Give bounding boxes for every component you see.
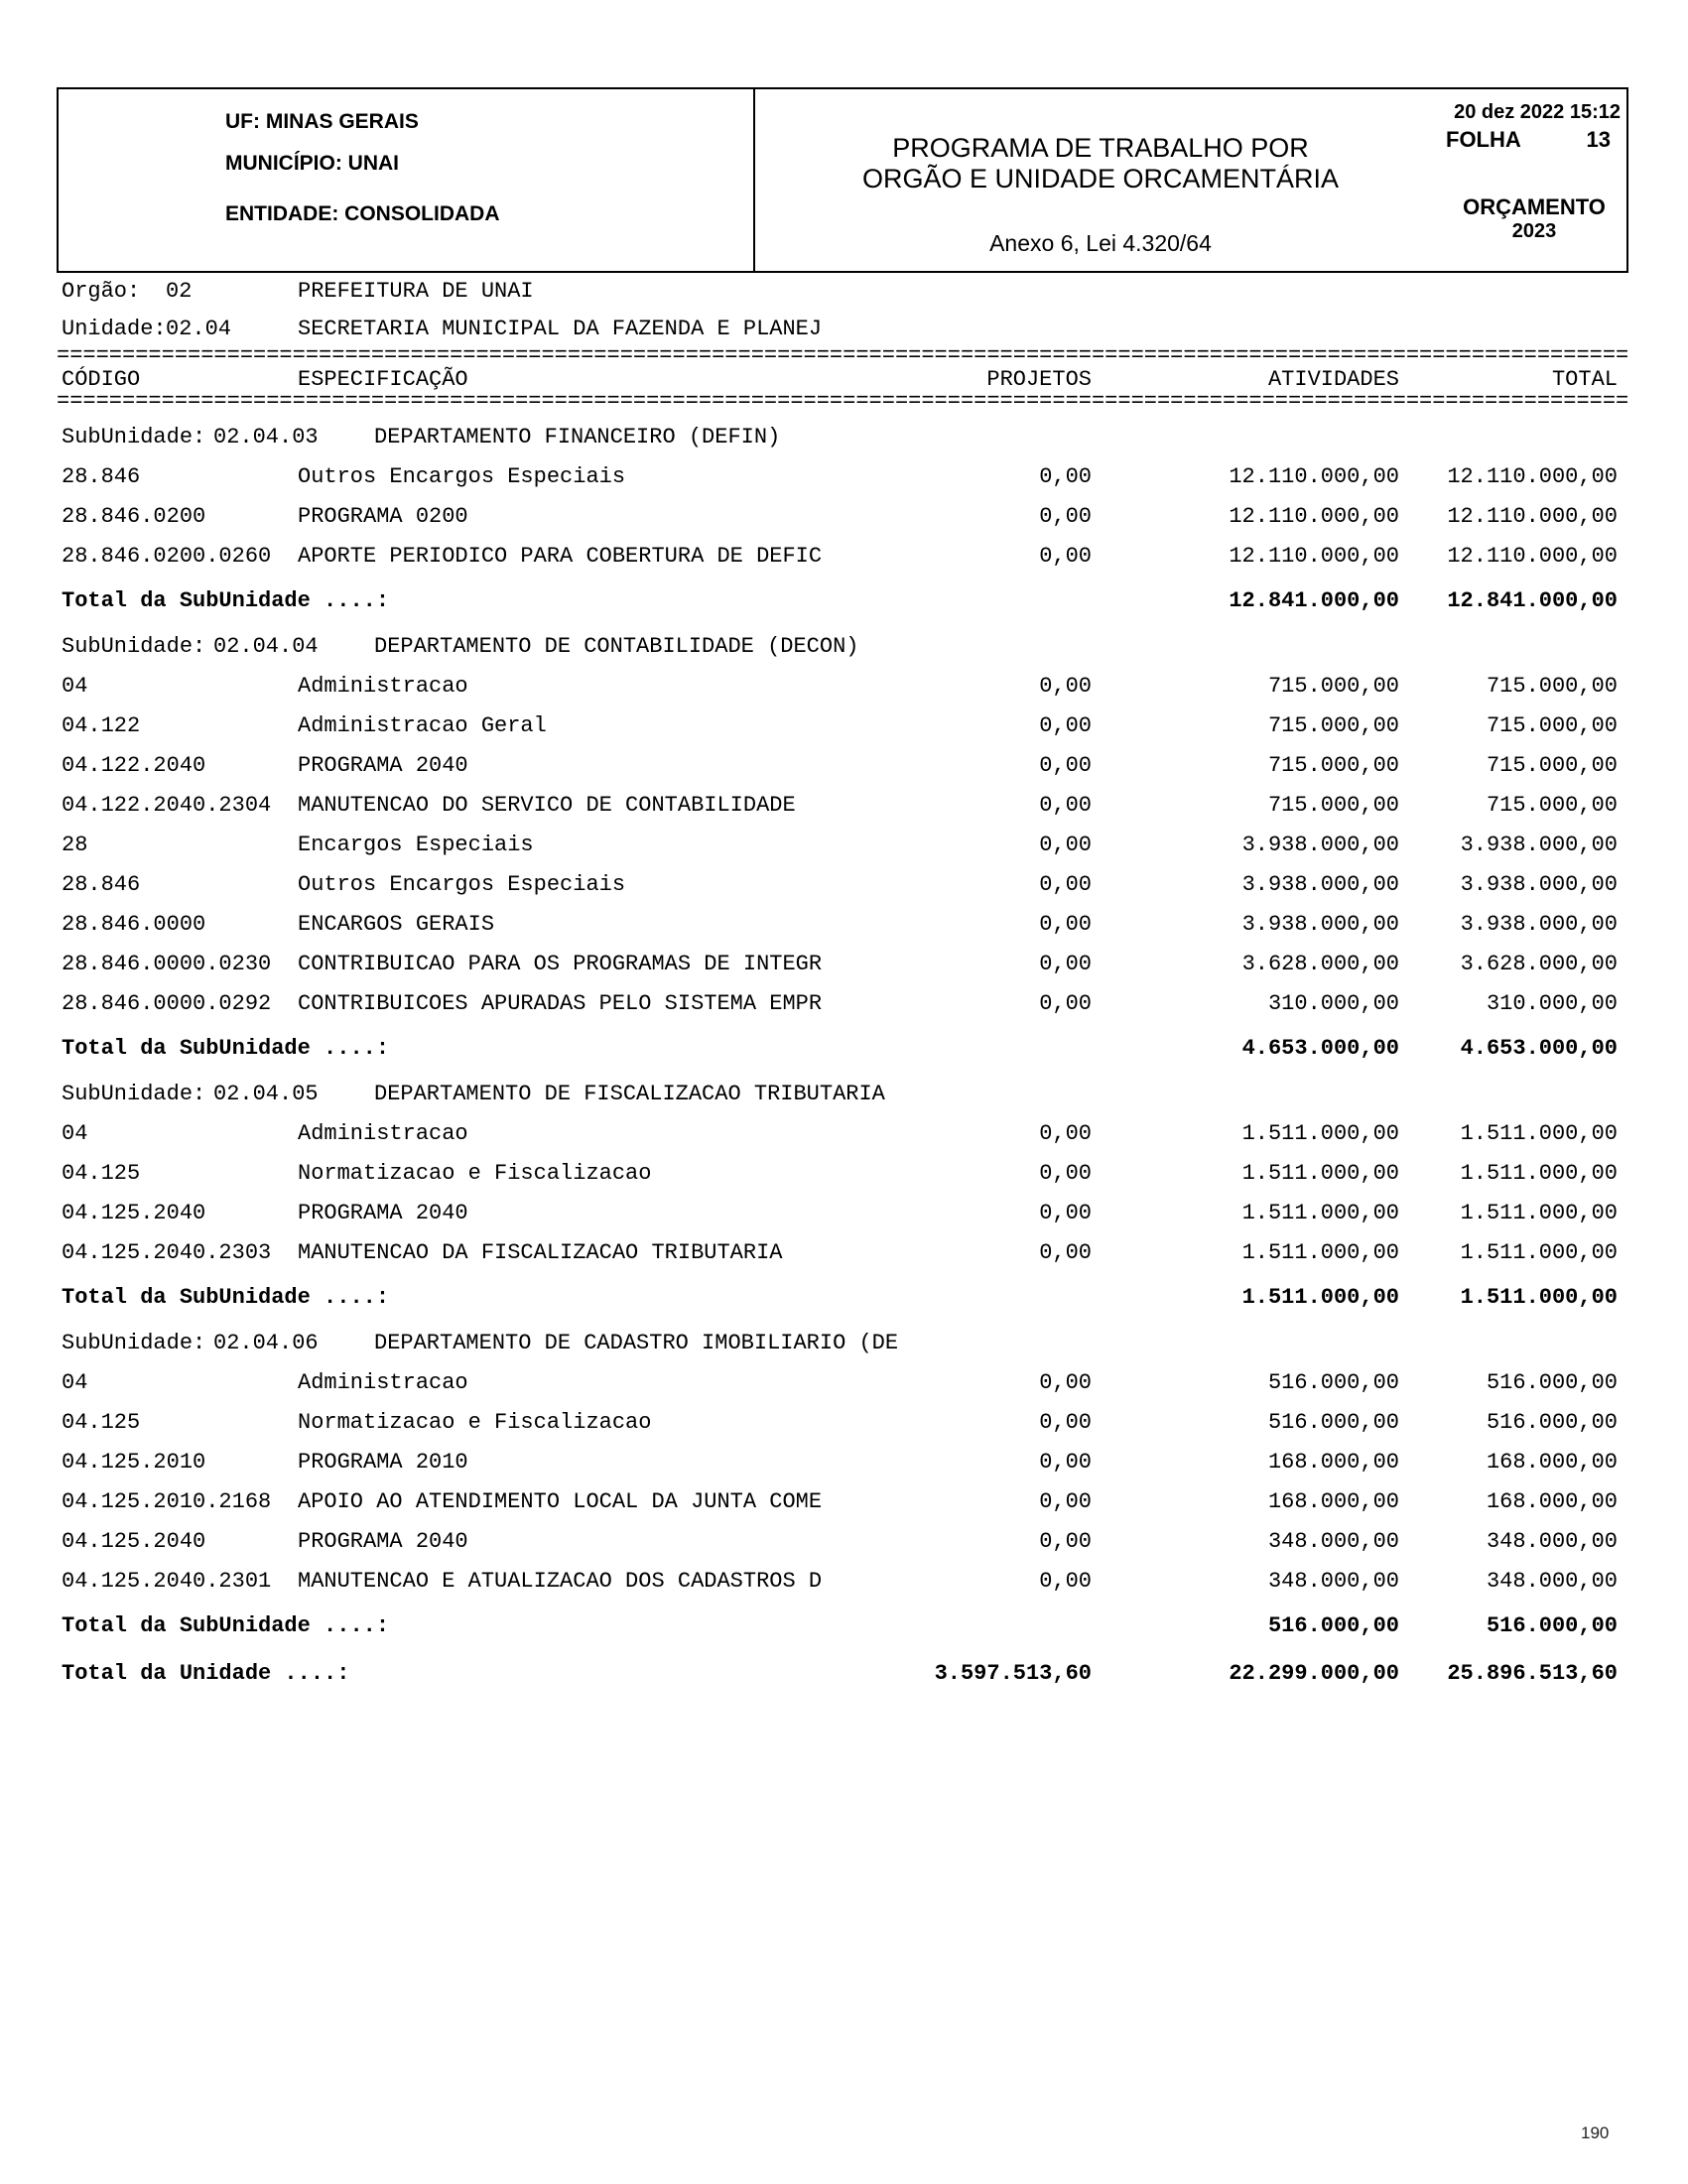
subunit-total-label: Total da SubUnidade ....: [62,1613,390,1638]
orgao-code: 02 [166,279,193,304]
row-total-value: 1.511.000,00 [1460,1121,1618,1146]
row-code: 04 [62,1370,88,1395]
orcamento-label: ORÇAMENTO [1463,194,1606,219]
row-spec: Normatizacao e Fiscalizacao [298,1410,652,1435]
page-number: 190 [1581,2123,1610,2142]
row-spec: PROGRAMA 2010 [298,1450,468,1475]
row-total-value: 1.511.000,00 [1460,1201,1618,1225]
row-atividades-value: 3.628.000,00 [1241,952,1399,976]
row-projetos-value: 0,00 [1039,713,1092,738]
row-spec: CONTRIBUICAO PARA OS PROGRAMAS DE INTEGR [298,952,823,976]
row-total-value: 1.511.000,00 [1460,1240,1618,1265]
row-atividades-value: 1.511.000,00 [1241,1201,1399,1225]
subunit-total-row [57,1278,1628,1318]
row-code: 04 [62,1121,88,1146]
folha-number: 13 [1586,127,1611,152]
row-projetos-value: 0,00 [1039,1201,1092,1225]
table-row [57,1443,1628,1482]
table-row [57,537,1628,577]
subunit-name: DEPARTAMENTO DE CONTABILIDADE (DECON) [374,634,859,659]
unit-total-total: 25.896.513,60 [1447,1661,1618,1686]
row-code: 28.846.0000 [62,912,206,937]
report-subtitle: Anexo 6, Lei 4.320/64 [989,230,1212,256]
subunit-name: DEPARTAMENTO DE FISCALIZACAO TRIBUTARIA [374,1082,885,1106]
row-atividades-value: 3.938.000,00 [1241,872,1399,897]
column-header-codigo: CÓDIGO [62,367,141,392]
folha-row [1446,127,1623,153]
row-spec: MANUTENCAO DO SERVICO DE CONTABILIDADE [298,793,796,818]
table-row [57,1482,1628,1522]
row-projetos-value: 0,00 [1039,674,1092,699]
table-row [57,497,1628,537]
column-header-total: TOTAL [1551,367,1618,392]
row-atividades-value: 516.000,00 [1267,1410,1399,1435]
subunit-header-row [57,418,1628,457]
row-total-value: 3.628.000,00 [1460,952,1618,976]
row-atividades-value: 1.511.000,00 [1241,1240,1399,1265]
row-code: 04.125 [62,1410,141,1435]
subunit-total-label: Total da SubUnidade ....: [62,588,390,613]
subunit-total-total: 4.653.000,00 [1460,1036,1618,1061]
row-code: 04.122.2040.2304 [62,793,272,818]
row-spec: Outros Encargos Especiais [298,872,626,897]
row-atividades-value: 12.110.000,00 [1229,504,1399,529]
orgao-row [57,273,1628,311]
row-projetos-value: 0,00 [1039,912,1092,937]
row-spec: Normatizacao e Fiscalizacao [298,1161,652,1186]
row-projetos-value: 0,00 [1039,1240,1092,1265]
row-projetos-value: 0,00 [1039,991,1092,1016]
row-code: 28 [62,833,88,857]
report-content [57,87,1628,1694]
table-row [57,746,1628,786]
row-code: 28.846.0200 [62,504,206,529]
row-total-value: 715.000,00 [1486,753,1618,778]
entidade-label: ENTIDADE: CONSOLIDADA [225,202,500,225]
subunit-header-row [57,1324,1628,1363]
table-row [57,1233,1628,1273]
row-spec: Outros Encargos Especiais [298,464,626,489]
table-header-row [57,366,1628,394]
subunit-label: SubUnidade: [62,1331,206,1355]
row-spec: Administracao [298,674,468,699]
report-title-block [753,133,1448,259]
table-row [57,826,1628,865]
row-projetos-value: 0,00 [1039,464,1092,489]
row-atividades-value: 168.000,00 [1267,1450,1399,1475]
row-atividades-value: 168.000,00 [1267,1489,1399,1514]
table-row [57,786,1628,826]
table-row [57,1114,1628,1154]
row-code: 04.122.2040 [62,753,206,778]
table-row [57,1154,1628,1194]
subunit-code: 02.04.05 [213,1082,319,1106]
row-atividades-value: 715.000,00 [1267,713,1399,738]
separator-line-top: ======================================================================================================================== [57,348,1628,366]
row-code: 28.846.0000.0292 [62,991,272,1016]
row-code: 04 [62,674,88,699]
row-code: 28.846 [62,872,141,897]
row-code: 04.125.2040.2301 [62,1569,272,1594]
unit-total-label: Total da Unidade ....: [62,1661,350,1686]
row-projetos-value: 0,00 [1039,872,1092,897]
subunit-total-row [57,1029,1628,1069]
subunit-name: DEPARTAMENTO FINANCEIRO (DEFIN) [374,425,781,450]
table-row [57,1194,1628,1233]
subunit-label: SubUnidade: [62,425,206,450]
row-total-value: 3.938.000,00 [1460,872,1618,897]
row-atividades-value: 348.000,00 [1267,1529,1399,1554]
row-projetos-value: 0,00 [1039,1529,1092,1554]
subunit-total-total: 1.511.000,00 [1460,1285,1618,1310]
row-projetos-value: 0,00 [1039,753,1092,778]
row-atividades-value: 516.000,00 [1267,1370,1399,1395]
table-row [57,667,1628,707]
subunit-total-label: Total da SubUnidade ....: [62,1285,390,1310]
row-atividades-value: 715.000,00 [1267,674,1399,699]
row-spec: PROGRAMA 2040 [298,1201,468,1225]
uf-label: UF: MINAS GERAIS [225,110,419,133]
header-entity-block [225,111,500,224]
row-projetos-value: 0,00 [1039,504,1092,529]
row-projetos-value: 0,00 [1039,1161,1092,1186]
row-spec: Administracao [298,1121,468,1146]
row-code: 04.125.2010.2168 [62,1489,272,1514]
row-projetos-value: 0,00 [1039,793,1092,818]
separator-line-bottom: ======================================================================================================================== [57,394,1628,412]
table-body [57,418,1628,1694]
row-total-value: 348.000,00 [1486,1569,1618,1594]
row-projetos-value: 0,00 [1039,1489,1092,1514]
row-atividades-value: 348.000,00 [1267,1569,1399,1594]
row-atividades-value: 12.110.000,00 [1229,544,1399,569]
row-total-value: 168.000,00 [1486,1489,1618,1514]
row-total-value: 516.000,00 [1486,1410,1618,1435]
row-code: 28.846.0000.0230 [62,952,272,976]
column-header-projetos: PROJETOS [986,367,1092,392]
row-spec: PROGRAMA 0200 [298,504,468,529]
row-spec: Encargos Especiais [298,833,534,857]
row-code: 28.846.0200.0260 [62,544,272,569]
row-code: 04.125.2040 [62,1529,206,1554]
row-total-value: 12.110.000,00 [1447,544,1618,569]
subunit-header-row [57,1075,1628,1114]
folha-label: FOLHA [1446,127,1521,152]
subunit-total-total: 12.841.000,00 [1447,588,1618,613]
row-code: 04.125.2040.2303 [62,1240,272,1265]
table-row [57,905,1628,945]
row-projetos-value: 0,00 [1039,544,1092,569]
unidade-row [57,311,1628,348]
subunit-total-atividades: 516.000,00 [1267,1613,1399,1638]
row-total-value: 348.000,00 [1486,1529,1618,1554]
subunit-total-atividades: 4.653.000,00 [1241,1036,1399,1061]
subunit-total-total: 516.000,00 [1486,1613,1618,1638]
row-total-value: 168.000,00 [1486,1450,1618,1475]
unit-total-atividades: 22.299.000,00 [1229,1661,1399,1686]
subunit-total-label: Total da SubUnidade ....: [62,1036,390,1061]
column-header-atividades: ATIVIDADES [1267,367,1399,392]
unit-total-projetos: 3.597.513,60 [934,1661,1092,1686]
table-row [57,1363,1628,1403]
row-atividades-value: 1.511.000,00 [1241,1161,1399,1186]
table-row [57,945,1628,984]
row-total-value: 12.110.000,00 [1447,464,1618,489]
orgao-label: Orgão: [62,279,141,304]
subunit-code: 02.04.04 [213,634,319,659]
unidade-code: 02.04 [166,317,232,341]
unidade-label: Unidade: [62,317,167,341]
print-datetime: 20 dez 2022 15:12 [1454,101,1621,123]
header-info-block [1446,101,1623,244]
row-total-value: 12.110.000,00 [1447,504,1618,529]
row-atividades-value: 715.000,00 [1267,793,1399,818]
row-code: 04.122 [62,713,141,738]
unidade-name: SECRETARIA MUNICIPAL DA FAZENDA E PLANEJ [298,317,823,341]
row-projetos-value: 0,00 [1039,833,1092,857]
row-spec: MANUTENCAO E ATUALIZACAO DOS CADASTROS D [298,1569,823,1594]
table-row [57,984,1628,1024]
row-spec: MANUTENCAO DA FISCALIZACAO TRIBUTARIA [298,1240,783,1265]
subunit-total-atividades: 12.841.000,00 [1229,588,1399,613]
row-total-value: 3.938.000,00 [1460,833,1618,857]
row-code: 28.846 [62,464,141,489]
row-atividades-value: 3.938.000,00 [1241,912,1399,937]
subunit-code: 02.04.06 [213,1331,319,1355]
table-row [57,707,1628,746]
row-spec: CONTRIBUICOES APURADAS PELO SISTEMA EMPR [298,991,823,1016]
report-title-line1: PROGRAMA DE TRABALHO POR [892,133,1309,163]
row-projetos-value: 0,00 [1039,952,1092,976]
row-atividades-value: 3.938.000,00 [1241,833,1399,857]
subunit-code: 02.04.03 [213,425,319,450]
row-spec: Administracao Geral [298,713,547,738]
row-total-value: 715.000,00 [1486,793,1618,818]
row-spec: APOIO AO ATENDIMENTO LOCAL DA JUNTA COME [298,1489,823,1514]
subunit-label: SubUnidade: [62,634,206,659]
row-total-value: 310.000,00 [1486,991,1618,1016]
table-row [57,1562,1628,1602]
table-row [57,457,1628,497]
municipio-label: MUNICÍPIO: UNAI [225,152,399,175]
orgao-name: PREFEITURA DE UNAI [298,279,534,304]
row-spec: PROGRAMA 2040 [298,753,468,778]
report-title-line2: ORGÃO E UNIDADE ORCAMENTÁRIA [861,164,1340,193]
subunit-total-atividades: 1.511.000,00 [1241,1285,1399,1310]
unit-total-row [57,1654,1628,1694]
row-total-value: 3.938.000,00 [1460,912,1618,937]
row-total-value: 516.000,00 [1486,1370,1618,1395]
row-code: 04.125.2010 [62,1450,206,1475]
row-total-value: 715.000,00 [1486,713,1618,738]
column-header-especificacao: ESPECIFICAÇÃO [298,367,468,392]
report-header [57,87,1628,273]
subunit-name: DEPARTAMENTO DE CADASTRO IMOBILIARIO (DE [374,1331,899,1355]
row-atividades-value: 310.000,00 [1267,991,1399,1016]
subunit-header-row [57,627,1628,667]
row-atividades-value: 12.110.000,00 [1229,464,1399,489]
row-atividades-value: 715.000,00 [1267,753,1399,778]
row-projetos-value: 0,00 [1039,1370,1092,1395]
row-code: 04.125.2040 [62,1201,206,1225]
subunit-total-row [57,581,1628,621]
row-total-value: 715.000,00 [1486,674,1618,699]
table-row [57,1522,1628,1562]
table-row [57,865,1628,905]
row-atividades-value: 1.511.000,00 [1241,1121,1399,1146]
row-projetos-value: 0,00 [1039,1410,1092,1435]
table-row [57,1403,1628,1443]
row-projetos-value: 0,00 [1039,1121,1092,1146]
row-spec: Administracao [298,1370,468,1395]
row-projetos-value: 0,00 [1039,1569,1092,1594]
row-spec: PROGRAMA 2040 [298,1529,468,1554]
subunit-total-row [57,1606,1628,1646]
subunit-label: SubUnidade: [62,1082,206,1106]
row-total-value: 1.511.000,00 [1460,1161,1618,1186]
row-spec: APORTE PERIODICO PARA COBERTURA DE DEFIC [298,544,823,569]
orcamento-year: 2023 [1511,220,1557,242]
row-projetos-value: 0,00 [1039,1450,1092,1475]
row-spec: ENCARGOS GERAIS [298,912,495,937]
row-code: 04.125 [62,1161,141,1186]
